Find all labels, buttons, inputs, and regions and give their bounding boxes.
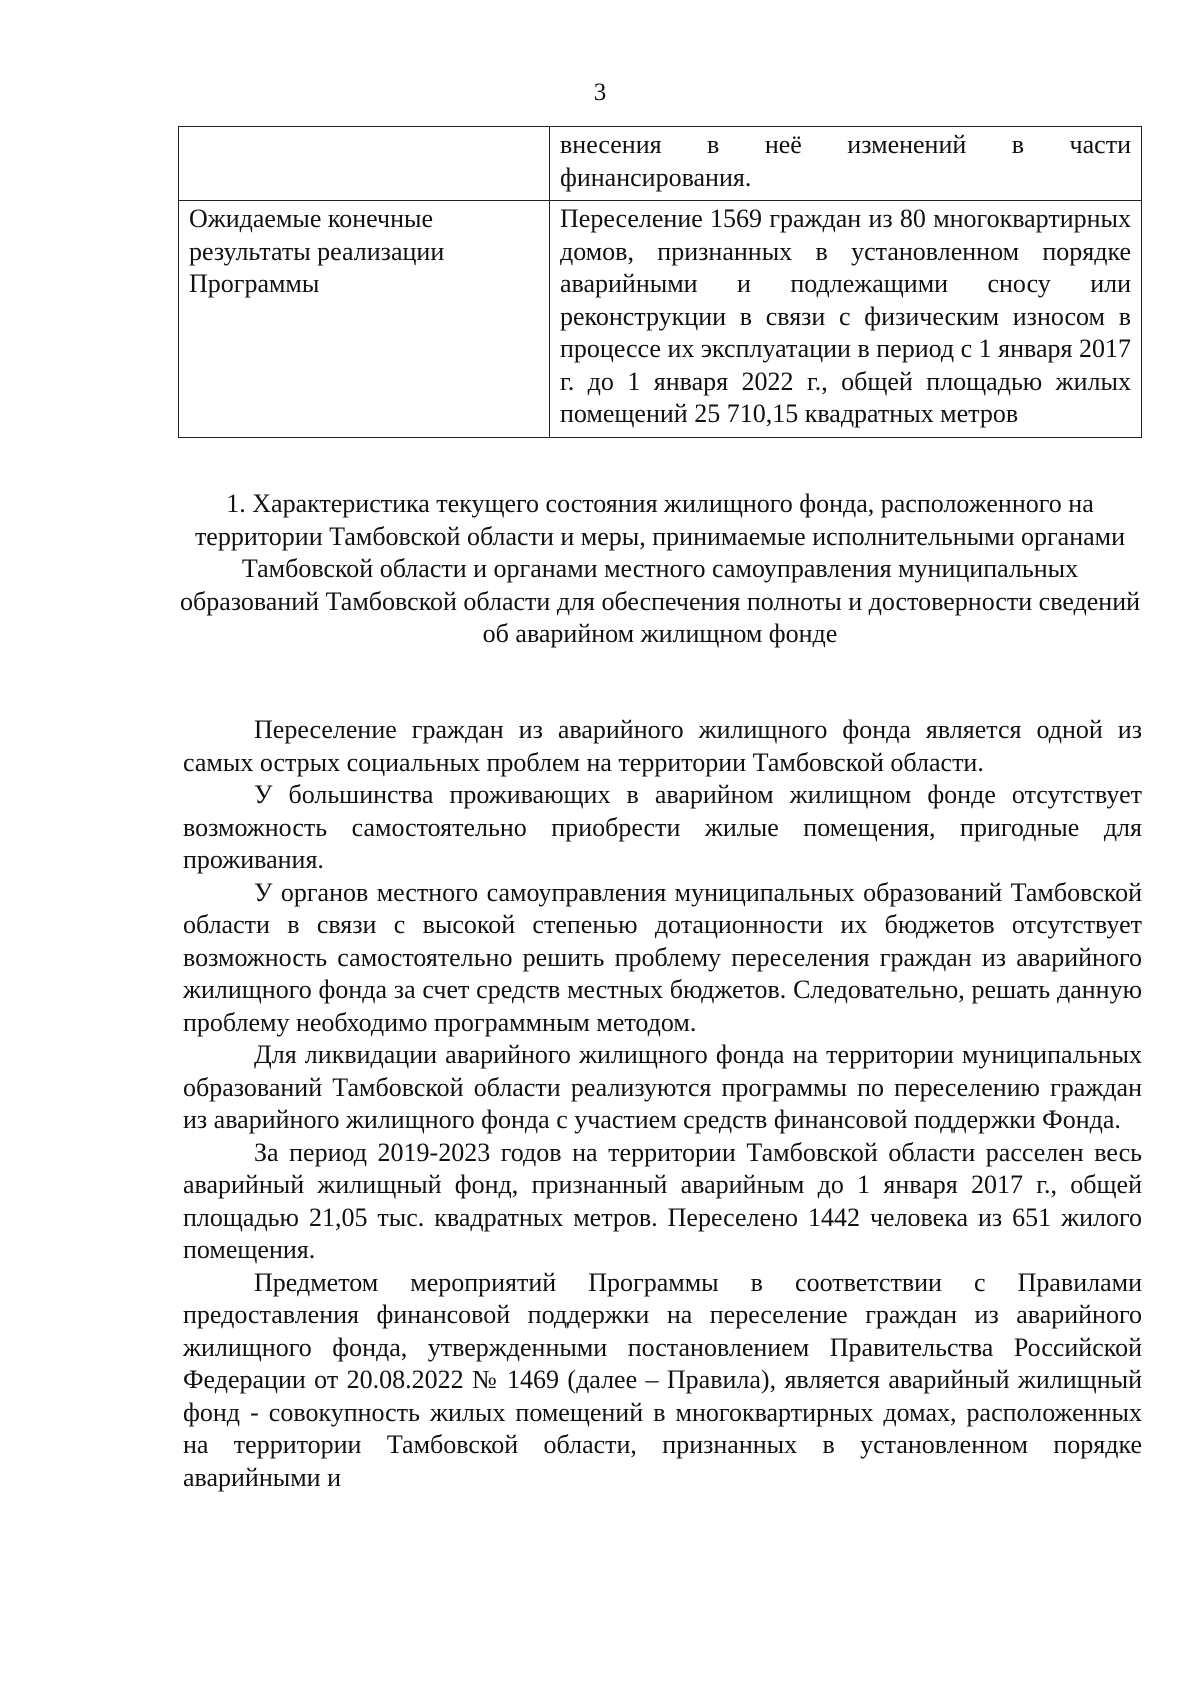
- paragraph: Предметом мероприятий Программы в соответствии с Правилами предоставления финансовой поддержки на переселение граждан из аварийного жилищного фонда, утвержденными постановлением Правительства Российской Федерации от 20.08.2022 № 1469 (далее – Правила), является аварийный жилищный фонд - совокупность жилых помещений в многоквартирных домах, расположенных на территории Тамбовской области, признанных в установленном порядке аварийными и: [183, 1267, 1142, 1492]
- table-cell-value: внесения в неё изменений в части финансирования.: [550, 127, 1142, 201]
- passport-table: [178, 126, 1142, 438]
- paragraph: Для ликвидации аварийного жилищного фонда на территории муниципальных образований Тамбовской области реализуются программы по переселению граждан из аварийного жилищного фонда с участием средств финансовой поддержки Фонда.: [183, 1040, 1142, 1134]
- table-row: [179, 201, 1142, 438]
- table-cell-label: Ожидаемые конечные результаты реализации Программы: [179, 201, 550, 438]
- paragraph: У большинства проживающих в аварийном жилищном фонде отсутствует возможность самостоятельно приобрести жилые помещения, пригодные для проживания.: [183, 780, 1142, 874]
- paragraph: За период 2019-2023 годов на территории Тамбовской области расселен весь аварийный жилищный фонд, признанный аварийным до 1 января 2017 г., общей площадью 21,05 тыс. квадратных метров. Переселено 1442 человека из 651 жилого помещения.: [183, 1137, 1142, 1264]
- page-number: 3: [593, 79, 607, 106]
- paragraph: Переселение граждан из аварийного жилищного фонда является одной из самых острых социальных проблем на территории Тамбовской области.: [183, 715, 1142, 777]
- section-heading: 1. Характеристика текущего состояния жилищного фонда, расположенного на территории Тамбовской области и меры, принимаемые исполнительными органами Тамбовской области и органами местного самоуправления муниципальных образований Тамбовской области для обеспечения полноты и достоверности сведений об аварийном жилищном фонде: [179, 489, 1141, 648]
- table-cell-label: [179, 127, 550, 201]
- section-body: [183, 714, 1142, 1494]
- paragraph: У органов местного самоуправления муниципальных образований Тамбовской области в связи с высокой степенью дотационности их бюджетов отсутствует возможность самостоятельно решить проблему переселения граждан из аварийного жилищного фонда за счет средств местных бюджетов. Следовательно, решать данную проблему необходимо программным методом.: [183, 877, 1142, 1037]
- table-row: [179, 127, 1142, 201]
- table-cell-value: Переселение 1569 граждан из 80 многоквартирных домов, признанных в установленном порядке аварийными и подлежащими сносу или реконструкции в связи с физическим износом в процессе их эксплуатации в период с 1 января 2017 г. до 1 января 2022 г., общей площадью жилых помещений 25 710,15 квадратных метров: [550, 201, 1142, 438]
